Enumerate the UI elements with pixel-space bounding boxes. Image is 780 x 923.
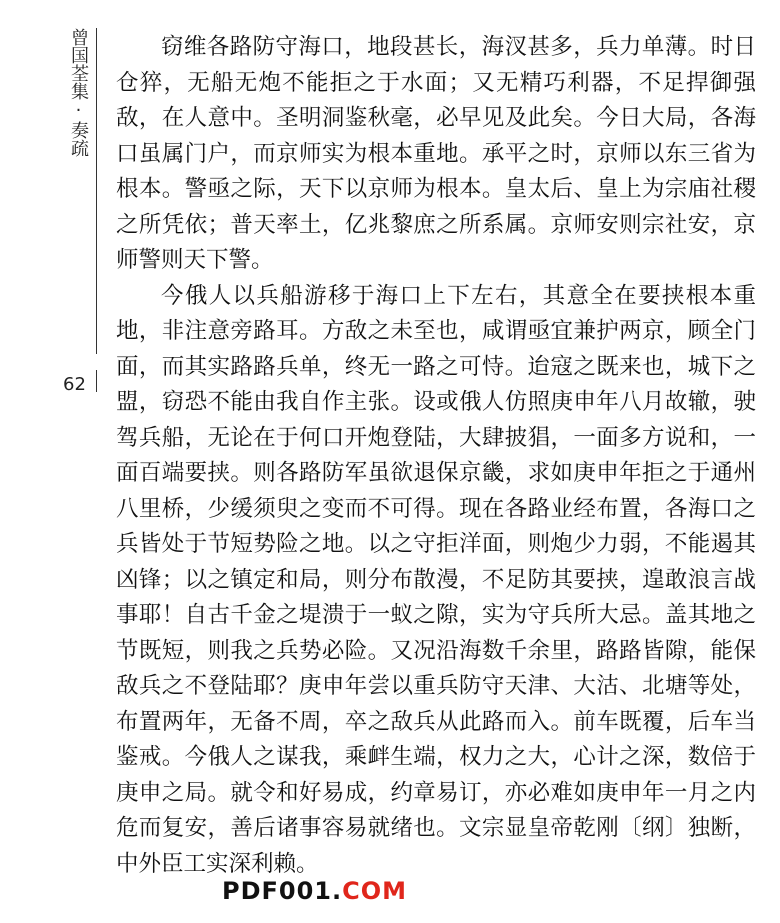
page-margin bbox=[0, 0, 100, 923]
body-text bbox=[116, 30, 756, 882]
margin-rule bbox=[96, 28, 97, 354]
watermark-main: PDF001. bbox=[222, 877, 343, 905]
paragraph-1: 窃维各路防守海口，地段甚长，海汊甚多，兵力单薄。时日仓猝，无船无炮不能拒之于水面；又无精巧利器，不足捍御强敌，在人意中。圣明洞鉴秋毫，必早见及此矣。今日大局，各海口虽属门户，而京师实为根本重地。承平之时，京师以东三省为根本。警亟之际，天下以京师为根本。皇太后、皇上为宗庙社稷之所凭依；普天率土，亿兆黎庶之所系属。京师安则宗社安，京师警则天下警。 bbox=[116, 34, 756, 273]
margin-rule-lower bbox=[96, 370, 97, 392]
paragraph-2: 今俄人以兵船游移于海口上下左右，其意全在要挟根本重地，非注意旁路耳。方敌之未至也，咸谓亟宜兼护两京，顾全门面，而其实路路兵单，终无一路之可恃。迨寇之既来也，城下之盟，窃恐不能由我自作主张。设或俄人仿照庚申年八月故辙，驶驾兵船，无论在于何口开炮登陆，大肆披猖，一面多方说和，一面百端要挟。则各路防军虽欲退保京畿，求如庚申年拒之于通州八里桥，少缓须臾之变而不可得。现在各路业经布置，各海口之兵皆处于节短势险之地。以之守拒洋面，则炮少力弱，不能遏其凶锋；以之镇定和局，则分布散漫，不足防其要挟，遑敢浪言战事耶！自古千金之堤溃于一蚁之隙，实为守兵所大忌。盖其地之节既短，则我之兵势必险。又况沿海数千余里，路路皆隙，能保敌兵之不登陆耶？庚申年尝以重兵防守天津、大沽、北塘等处，布置两年，无备不周，卒之敌兵从此路而入。前车既覆，后车当鉴戒。今俄人之谋我，乘衅生端，权力之大，心计之深，数倍于庚申之局。就令和好易成，约章易订，亦必难如庚申年一月之内危而复安，善后诸事容易就绪也。文宗显皇帝乾刚〔纲〕独断，中外臣工实深利赖。 bbox=[116, 282, 756, 877]
running-head: 曾国荃集·奏疏 bbox=[68, 28, 89, 157]
page-number: 62 bbox=[63, 374, 86, 395]
watermark bbox=[222, 877, 407, 905]
watermark-accent: COM bbox=[342, 877, 408, 905]
